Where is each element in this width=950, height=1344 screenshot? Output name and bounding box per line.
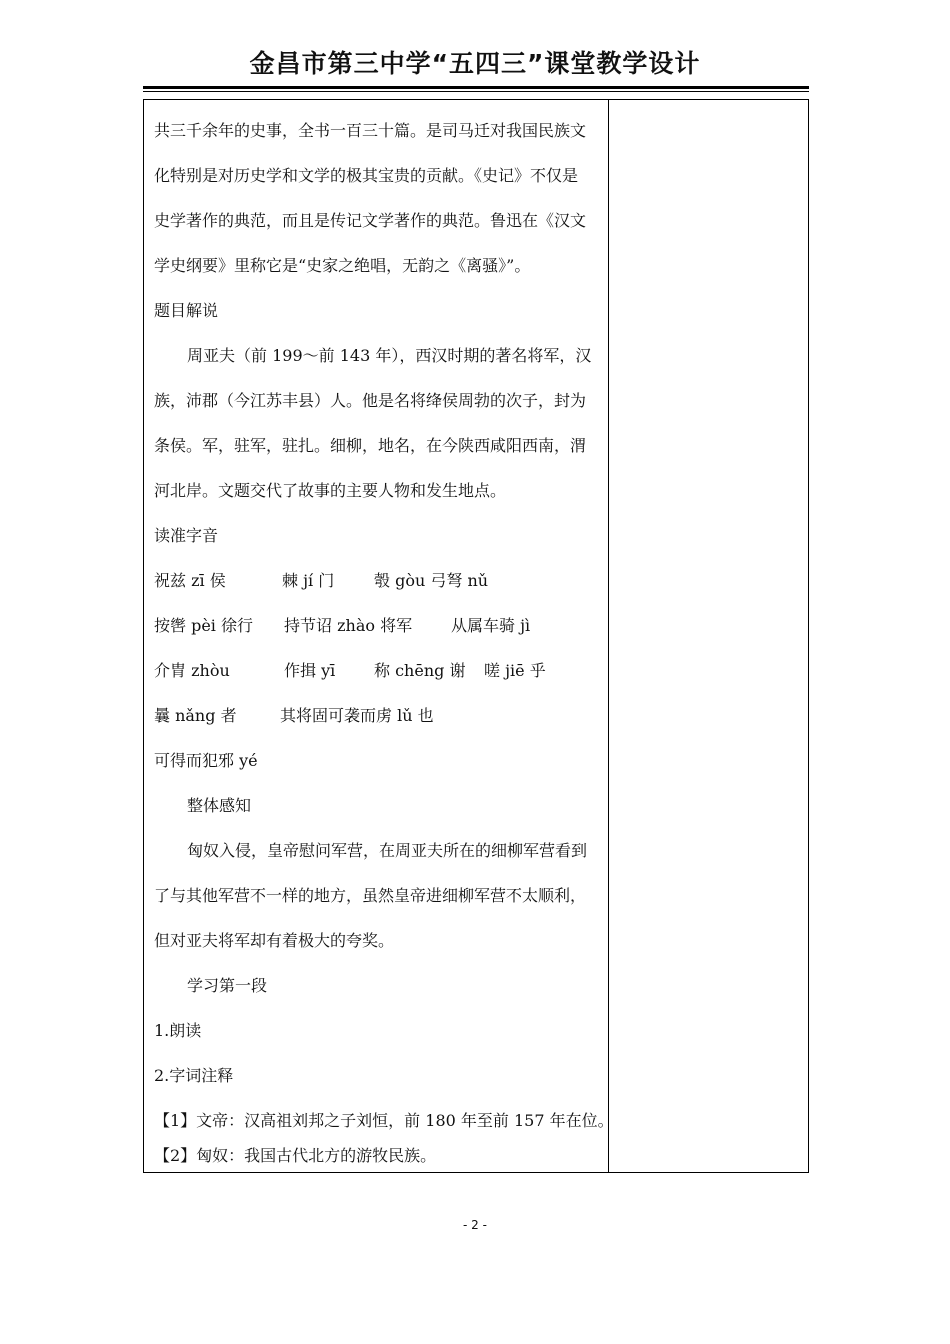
text-line: 学史纲要》里称它是“史家之绝唱，无韵之《离骚》”。 bbox=[154, 256, 531, 275]
pronunciation-item: 可得而犯邪 yé bbox=[154, 751, 258, 770]
text-line: 条侯。军，驻军，驻扎。细柳，地名，在今陕西咸阳西南，渭 bbox=[154, 436, 587, 455]
text-line: 了与其他军营不一样的地方，虽然皇帝进细柳军营不太顺利， bbox=[154, 886, 587, 905]
pronunciation-item: 棘 jí 门 bbox=[282, 571, 335, 590]
text-line: 化特别是对历史学和文学的极其宝贵的贡献。《史记》不仅是 bbox=[154, 166, 579, 185]
pronunciation-item: 嗟 jiē 乎 bbox=[484, 661, 546, 680]
section-heading: 题目解说 bbox=[154, 301, 219, 320]
text-line: 河北岸。文题交代了故事的主要人物和发生地点。 bbox=[154, 481, 507, 500]
pronunciation-item: 按辔 pèi 徐行 bbox=[154, 616, 254, 635]
header-rule-thick bbox=[143, 86, 809, 89]
text-line: 但对亚夫将军却有着极大的夸奖。 bbox=[154, 931, 395, 950]
page-header-title: 金昌市第三中学“五四三”课堂教学设计 bbox=[249, 49, 701, 78]
text-line: 族，沛郡（今江苏丰县）人。他是名将绛侯周勃的次子，封为 bbox=[154, 391, 587, 410]
text-line: 匈奴入侵，皇帝慰问军营，在周亚夫所在的细柳军营看到 bbox=[187, 841, 588, 860]
text-line: 2.字词注释 bbox=[154, 1066, 234, 1085]
pronunciation-item: 彀 gòu 弓弩 nǔ bbox=[374, 571, 489, 590]
text-line: 1.朗读 bbox=[154, 1021, 202, 1040]
text-line: 共三千余年的史事，全书一百三十篇。是司马迁对我国民族文 bbox=[154, 121, 587, 140]
text-line: 周亚夫（前 199～前 143 年），西汉时期的著名将军，汉 bbox=[187, 346, 592, 365]
section-heading: 读准字音 bbox=[154, 526, 219, 545]
pronunciation-item: 持节诏 zhào 将军 bbox=[284, 616, 413, 635]
pronunciation-item: 作揖 yī bbox=[284, 661, 336, 680]
pronunciation-item: 曩 nǎng 者 bbox=[154, 706, 237, 725]
column-divider bbox=[608, 100, 609, 1172]
text-line: 史学著作的典范，而且是传记文学著作的典范。鲁迅在《汉文 bbox=[154, 211, 587, 230]
annotation-line: 【1】文帝：汉高祖刘邦之子刘恒，前 180 年至前 157 年在位。 bbox=[154, 1111, 614, 1130]
pronunciation-item: 其将固可袭而虏 lǔ 也 bbox=[280, 706, 434, 725]
content-table bbox=[143, 99, 809, 1173]
section-heading: 整体感知 bbox=[187, 796, 252, 815]
page-number: - 2 - bbox=[463, 1218, 487, 1232]
pronunciation-item: 祝兹 zī 侯 bbox=[154, 571, 226, 590]
pronunciation-item: 介胄 zhòu bbox=[154, 661, 230, 680]
pronunciation-item: 从属车骑 jì bbox=[451, 616, 531, 635]
annotation-line: 【2】匈奴：我国古代北方的游牧民族。 bbox=[154, 1146, 437, 1165]
header-rule-thin bbox=[143, 91, 809, 92]
pronunciation-item: 称 chēng 谢 bbox=[374, 661, 466, 680]
section-heading: 学习第一段 bbox=[187, 976, 268, 995]
